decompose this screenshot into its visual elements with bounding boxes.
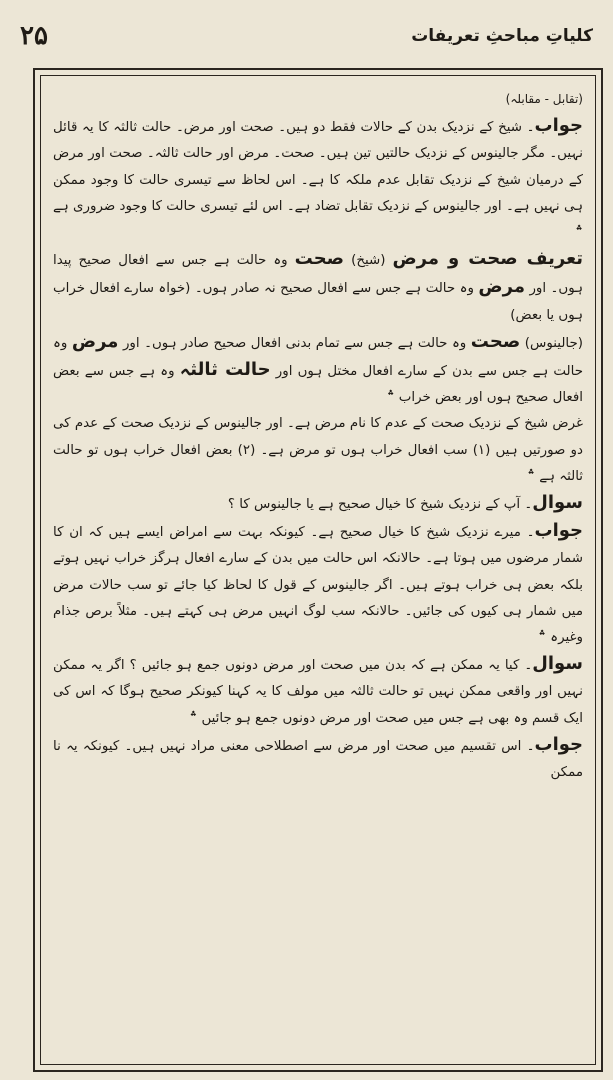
paragraph-text: وہ حالت ہے جس سے بدن کے سارے افعال مختل ہوں اور	[53, 335, 583, 380]
paragraph-4	[53, 329, 583, 412]
paragraph-5	[53, 411, 583, 490]
paragraph-text: ۔ کیا یہ ممکن ہے کہ بدن میں صحت اور مرض دونوں جمع ہو جائیں ؟ اگر یہ ممکن نہیں اور واقعی ممکن نہیں تو حالت ثالثہ میں مولف کا یہ کہنا کیونکر صحیح ہوگا کہ اس کی ایک قسم وہ بھی ہے جس میں صحت اور مرض دونوں جمع ہو جائیں ؞	[53, 658, 583, 726]
keyword-health: صحت	[294, 248, 345, 270]
keyword-disease: مرض	[71, 330, 119, 352]
keyword-answer: جواب	[534, 733, 583, 755]
paragraph-7	[53, 518, 583, 651]
paragraph-text: وہ حالت ہے جس سے افعال صحیح پیدا ہوں۔ اور	[53, 253, 583, 297]
keyword-disease: مرض	[478, 276, 525, 298]
paragraph-text: ۔ میرے نزدیک شیخ کا خیال صحیح ہے۔ کیونکہ بہت سے امراض ایسے ہیں کہ ان کا شمار مرضوں میں ہوتا ہے۔ حالانکہ اس حالت میں بدن کے سارے افعال ہرگز خراب نہیں ہوتے بلکہ بعض ہی خراب ہوتے ہیں۔ اگر جالینوس کے قول کا لحاظ کیا جائے تو سب حالات مرض میں شمار ہی کیوں کی جائیں۔ حالانکہ سب لوگ انہیں مرض ہی کہتے ہیں۔ مثلاً برص جذام وغیرہ ؞	[53, 525, 583, 646]
attribution-label: (شیخ)	[351, 253, 386, 269]
paragraph-text: وہ حالت ہے جس سے افعال صحیح نہ صادر ہوں۔ (خواہ سارے افعال خراب ہوں یا بعض)	[53, 281, 583, 323]
attribution-label: (جالینوس)	[524, 335, 583, 351]
running-title: کلیاتِ مباحثِ تعریفات	[411, 26, 593, 46]
paragraph-text: ۔ شیخ کے نزدیک بدن کے حالات فقط دو ہیں۔ صحت اور مرض۔ حالت ثالثہ کا یہ قائل نہیں۔ مگر جالینوس کے نزدیک حالتیں تین ہیں۔ صحت۔ مرض اور حالت ثالثہ۔ صحت اور مرض کے درمیان شیخ کے نزدیک تقابل عدم ملکہ کا ہے۔ اس لحاظ سے تیسری حالت کا وجود ممکن ہی نہیں ہے۔ اور جالینوس کے نزدیک تقابل تضاد ہے۔ اس لئے تیسری حالت کا وجود ضروری ہے ؞	[53, 120, 583, 241]
keyword-third-state: حالت ثالثہ	[179, 359, 271, 381]
keyword-question: سوال	[532, 653, 583, 675]
inner-border	[40, 75, 596, 1065]
paragraph-text: ۔ آپ کے نزدیک شیخ کا خیال صحیح ہے یا جالینوس کا ؟	[227, 497, 533, 513]
keyword-question: سوال	[532, 492, 583, 514]
paragraph-9	[53, 732, 583, 786]
paragraph-1	[53, 86, 583, 113]
keyword-answer: جواب	[534, 520, 583, 542]
section-heading: تعریف صحت و مرض	[392, 248, 583, 270]
outer-border	[33, 68, 603, 1072]
page-number: ۲۵	[20, 21, 48, 51]
paragraph-text: وہ ہے جس سے بعض افعال صحیح ہوں اور بعض خراب ؞	[53, 364, 583, 406]
page-header	[20, 12, 593, 60]
text-body	[53, 86, 583, 786]
section-label: (تقابل - مقابلہ)	[505, 92, 583, 106]
keyword-answer: جواب	[534, 115, 583, 137]
paragraph-2	[53, 113, 583, 246]
paragraph-text: غرض شیخ کے نزدیک صحت کے عدم کا نام مرض ہے۔ اور جالینوس کے نزدیک صحت کے عدم کی دو صورتیں ہیں (۱) سب افعال خراب ہوں تو مرض ہے۔ (۲) بعض افعال خراب ہوں تو حالت ثالثہ ہے ؞	[53, 416, 583, 484]
paragraph-text: ۔ اس تقسیم میں صحت اور مرض سے اصطلاحی معنی مراد نہیں ہیں۔ کیونکہ یہ نا ممکن	[53, 738, 583, 781]
paragraph-text: وہ حالت ہے جس سے تمام بدنی افعال صحیح صادر ہوں۔ اور	[122, 335, 467, 351]
paragraph-6	[53, 490, 583, 518]
paragraph-3	[53, 246, 583, 329]
paragraph-8	[53, 651, 583, 732]
keyword-health: صحت	[470, 330, 521, 352]
